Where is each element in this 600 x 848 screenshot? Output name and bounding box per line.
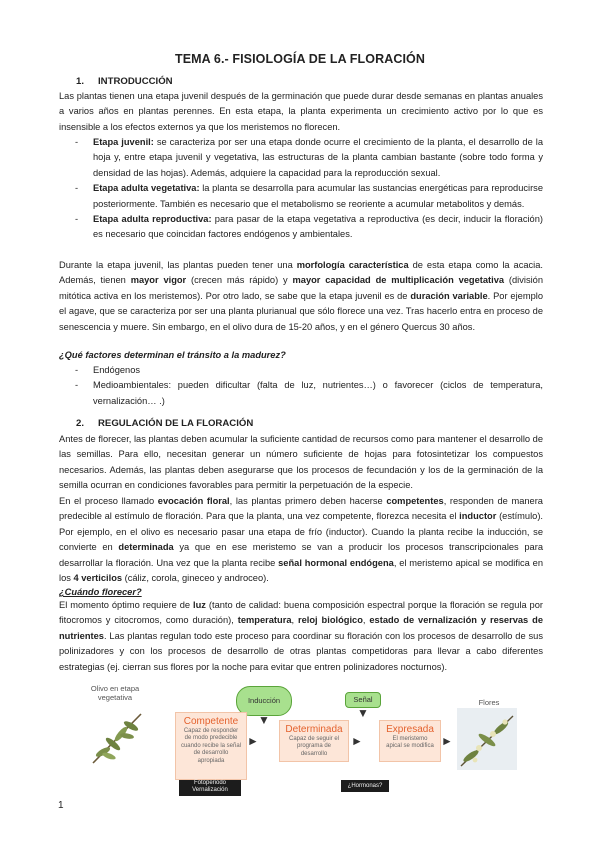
expressed-box	[379, 720, 441, 762]
text-run: . Las plantas regulan todo este proceso para coordinar su floración con los procesos de desarrollo de sus polinizadores y con los procesos de desarrollo de otras plantas competidoras para llevar a cabo diferentes estrategias (ej. cierran sus flores por la noche para evitar que entren polinizadores nocturnos).	[59, 630, 543, 672]
text-run: (estímulo). Por ejemplo, en el olivo es necesario pasar una etapa de frío (inductor). Cuando la planta recibe la inducción, se convierte en	[59, 511, 544, 553]
bold-run: 4 verticilos	[73, 573, 123, 584]
maturity-question: ¿Qué factores determinan el tránsito a la madurez?	[59, 350, 286, 360]
list-item: - Medioambientales: pueden dificultar (falta de luz, nutrientes…) o favorecer (ciclos de temperatura, vernalización… .)	[59, 378, 543, 409]
hormones-label: ¿Hormonas?	[341, 780, 389, 792]
list-item	[59, 135, 543, 181]
expressed-title: Expresada	[386, 724, 434, 735]
text-run: El momento óptimo requiere de	[59, 600, 194, 610]
determined-text: Capaz de seguir el programa de desarrollo	[288, 736, 340, 757]
section-2-heading	[76, 418, 253, 429]
stages-list	[59, 135, 543, 243]
stage-term: Etapa adulta reproductiva:	[93, 214, 212, 225]
competent-title: Competente	[183, 716, 239, 727]
section-1-number: 1.	[76, 76, 85, 87]
section-1-title: INTRODUCCIÓN	[98, 76, 173, 87]
text-run: , el meristemo apical se modifica en los	[59, 557, 543, 584]
bold-run: evocación floral	[157, 496, 230, 506]
text-run: de esta etapa como la acacia. Además, tienen	[59, 260, 543, 286]
expressed-text: El meristemo apical se modifica	[386, 736, 434, 750]
bold-run: luz	[193, 600, 206, 610]
flowering-diagram	[79, 684, 523, 804]
induction-pill: Inducción	[236, 686, 292, 716]
arrow-right-icon: ►	[351, 734, 363, 748]
stage-term: Etapa juvenil:	[93, 137, 154, 147]
text-run: (división mitótica activa en los meristemos). Por otro lado, se sabe que la etapa juvenil es de	[59, 275, 544, 301]
text-run: . Por ejemplo el agave, que se caracteriza por ser una planta plurianual que sólo florece una vez. Tras hacerlo entra en proceso de senescencia y muere. Sin embargo, en el olivo dura de 15-20 años, y en el género Quercus 30 años.	[59, 290, 543, 332]
list-item	[59, 212, 543, 243]
bold-run: inductor	[459, 511, 497, 522]
arrow-right-icon: ►	[247, 734, 259, 748]
text-run: (tanto de calidad: buena composición espectral porque la floración se regula por fitocromos y citocromos, como duración),	[59, 600, 543, 626]
juvenile-paragraph	[59, 258, 543, 335]
stage-term: Etapa adulta vegetativa:	[93, 183, 200, 194]
list-item	[59, 181, 543, 212]
factors-list	[59, 363, 543, 409]
resources-paragraph: Antes de florecer, las plantas deben acumular la suficiente cantidad de recursos como para mantener el desarrollo de las semillas. Para ello, necesitan generar un número suficiente de hojas para fotosintetizar los compuestos necesarios. Además, las plantas deben asegurarse que los procesos de fecundación y los de la germinación de la semilla ocurran en condiciones favorables para permitir la perpetuación de la especie.	[59, 434, 543, 491]
text-run: En el proceso llamado	[59, 496, 158, 506]
timing-paragraph	[59, 598, 543, 675]
stage-text: se caracteriza por ser una etapa donde ocurre el crecimiento de la planta, el desarrollo de la hoja y, entre etapa juvenil y vegetativa, las estructuras de la planta cambian bastante (sobre todo forma y densidad de las hojas). Además, adquiere la capacidad para la reproducción sexual.	[93, 137, 543, 178]
bold-run: temperatura	[237, 615, 292, 626]
bold-run: morfología característica	[296, 260, 409, 270]
competent-box	[175, 712, 247, 780]
bold-run: mayor capacidad de multiplicación vegetativa	[292, 275, 505, 286]
stage-text: la planta se desarrolla para acumular las sustancias energéticas para reproducirse posteriormente. También es necesario que el metabolismo se reoriente a acumular metabolitos y demás.	[93, 183, 543, 209]
text-run: , las plantas primero deben hacerse	[229, 496, 387, 506]
arrow-down-icon: ▼	[258, 713, 270, 727]
arrow-down-icon: ▼	[357, 706, 369, 720]
olive-flowers-image	[457, 708, 517, 770]
stage-text: para pasar de la etapa vegetativa a reproductiva (es decir, inducir la floración) es necesario que coincidan factores endógenos y ambientales.	[93, 214, 543, 240]
intro-paragraph: Las plantas tienen una etapa juvenil después de la germinación que puede durar desde semanas en plantas anuales a varios años en plantas perennes. En esta etapa, la planta experimenta un crecimiento activo por lo que es insensible a los efectos externos ya que los meristemos no florecen.	[59, 91, 543, 132]
text-run: ,	[362, 615, 370, 626]
bold-run: competentes	[386, 496, 444, 506]
bold-run: mayor vigor	[130, 275, 187, 286]
determined-title: Determinada	[285, 724, 343, 735]
flowers-label: Flores	[478, 698, 500, 707]
page-number: 1	[58, 800, 64, 811]
bold-run: estado de vernalización y reservas de nutrientes	[59, 615, 544, 641]
section-2-number: 2.	[76, 418, 85, 429]
text-run: (cáliz, corola, gineceo y androceo).	[122, 573, 269, 584]
olive-vegetative-label: Olivo en etapa vegetativa	[90, 684, 140, 702]
text-run: , responden de manera predecible al estímulo de floración. Para que la planta, una vez competente, florezca necesita el	[59, 496, 543, 522]
section-1-heading	[76, 76, 173, 87]
text-run: Durante la etapa juvenil, las plantas pueden tener una	[59, 260, 297, 270]
evocation-paragraph	[59, 494, 543, 586]
text-run: ya que en ese meristemo se van a producir los procesos transcripcionales para desarrollar la floración. Una vez que la planta recibe	[59, 542, 543, 568]
signal-pill: Señal	[345, 692, 381, 708]
page-title: TEMA 6.- FISIOLOGÍA DE LA FLORACIÓN	[174, 52, 426, 66]
bold-run: determinada	[118, 542, 174, 553]
bold-run: duración variable	[410, 290, 488, 301]
photoperiod-label: Fotoperiodo Vernalización	[179, 780, 241, 796]
list-item: - Endógenos	[59, 363, 543, 378]
determined-box	[279, 720, 349, 762]
section-2-title: REGULACIÓN DE LA FLORACIÓN	[98, 418, 254, 429]
olive-branch-image	[87, 708, 147, 768]
when-question: ¿Cuándo florecer?	[59, 587, 142, 597]
bold-run: señal hormonal endógena	[278, 557, 394, 568]
text-run: (crecen más rápido) y	[186, 275, 293, 286]
bold-run: reloj biológico	[298, 615, 363, 626]
arrow-right-icon: ►	[441, 734, 453, 748]
text-run: ,	[291, 615, 298, 626]
competent-text: Capaz de responder de modo predecible cuando recibe la señal de desarrollo apropiada	[180, 728, 242, 764]
